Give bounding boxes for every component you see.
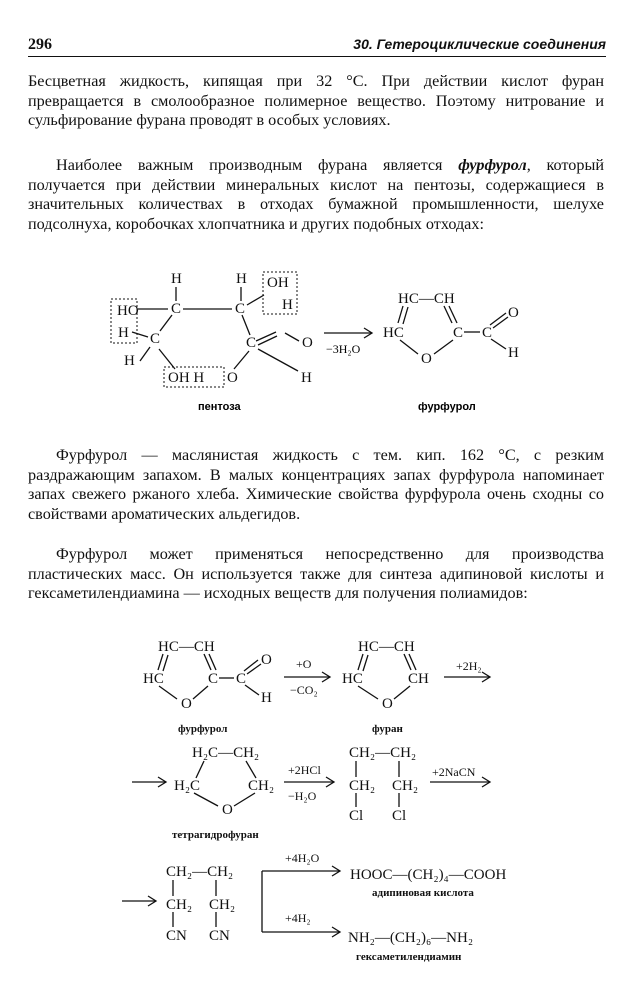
p2-before: Наиболее важным производным фурана является xyxy=(56,156,459,174)
s2-furfural-c-ring: C xyxy=(208,671,219,687)
s2-furfural-c-ald: C xyxy=(236,671,247,687)
reagent-2nacn: +2NaCN xyxy=(432,765,476,779)
scheme-furfural-to-polyamide-monomers xyxy=(0,628,634,998)
paragraph-furfural-use xyxy=(28,545,604,604)
running-title: 30. Гетероциклические соединения xyxy=(353,36,606,52)
furfural-hc: HC xyxy=(383,325,404,341)
s2-furfural-label: фурфурол xyxy=(178,723,228,735)
dehydration-reagent: −3H₂O xyxy=(326,342,361,356)
reagent-4h2: +4H₂ xyxy=(285,911,311,925)
s2-dcn-cn-right: CN xyxy=(209,928,230,944)
pentose-ho: HO xyxy=(117,303,139,319)
s2-thf-o: O xyxy=(222,802,233,818)
page-header xyxy=(28,36,606,57)
s2-furan-o: O xyxy=(382,696,393,712)
s2-dcn-ch2-left: CH₂ xyxy=(166,897,193,913)
pentose-o-aldehyde: O xyxy=(302,335,313,351)
s2-furfural-o-ring: O xyxy=(181,696,192,712)
s2-dicl-cl-right: Cl xyxy=(392,808,407,824)
s2-dicl-ch2-left: CH₂ xyxy=(349,778,376,794)
pentose-h-top-left: H xyxy=(171,271,182,287)
pentose-label: пентоза xyxy=(198,401,241,413)
reagent-o: +O xyxy=(296,657,312,671)
s2-furan-hc-ch: HC—CH xyxy=(358,639,415,655)
furfural-c-ald: C xyxy=(482,325,493,341)
pentose-bonds xyxy=(132,287,299,371)
furfural-o-ald: O xyxy=(508,305,519,321)
paragraph-1-text: Бесцветная жидкость, кипящая при 32 °С. При действии кислот фуран превращается в смолообразное полимерное вещество. Поэтому нитрование и сульфирование фурана проводят в особых условиях. xyxy=(28,72,604,130)
s2-thf-h2c-ch2: H₂C—CH₂ xyxy=(192,745,260,761)
adipic-acid-formula: HOOC—(CH₂)₄—COOH xyxy=(350,867,507,883)
page-number: 296 xyxy=(28,36,52,53)
reagent-co2: −CO₂ xyxy=(290,683,318,697)
pentose-oh-top: OH xyxy=(267,275,289,291)
adipic-acid-label: адипиновая кислота xyxy=(372,887,474,899)
s2-dcn-ch2-ch2: CH₂—CH₂ xyxy=(166,864,234,880)
s2-furfural-h-ald: H xyxy=(261,690,272,706)
s2-furfural-o-ald: O xyxy=(261,652,272,668)
pentose-oh-h: OH H xyxy=(168,370,205,386)
furfural-h-ald: H xyxy=(508,345,519,361)
s2-thf-h2c: H₂C xyxy=(174,778,201,794)
s2-furan-hc: HC xyxy=(342,671,363,687)
furfural-structure xyxy=(383,291,519,367)
reagent-minus-h2o: −H₂O xyxy=(288,789,317,803)
paragraph-4-text: Фурфурол может применяться непосредственно для производства пластических масс. Он используется также для синтеза адипиновой кислоты и гексаметилендиамина — исходных веществ для получения полиамидов: xyxy=(28,545,604,603)
hmda-label: гексаметилендиамин xyxy=(356,951,462,963)
dehydration-arrow xyxy=(324,328,372,356)
s2-thf-label: тетрагидрофуран xyxy=(172,829,259,841)
hmda-formula: NH₂—(CH₂)₆—NH₂ xyxy=(348,930,474,946)
reagent-4h2o: +4H₂O xyxy=(285,851,320,865)
pentose-h-top-right: H xyxy=(236,271,247,287)
s2-dicl-ch2-ch2: CH₂—CH₂ xyxy=(349,745,417,761)
s2-dcn-ch2-right: CH₂ xyxy=(209,897,236,913)
s2-furfural-hc: HC xyxy=(143,671,164,687)
scheme-pentose-to-furfural xyxy=(80,265,540,415)
s2-furfural-hc-ch: HC—CH xyxy=(158,639,215,655)
furfural-hc-ch: HC—CH xyxy=(398,291,455,307)
pentose-o-bottom: O xyxy=(227,370,238,386)
paragraph-furfural-intro xyxy=(28,156,604,234)
pentose-h-left: H xyxy=(118,325,129,341)
reagent-2h2: +2H₂ xyxy=(456,659,482,673)
pentose-c4: C xyxy=(246,335,257,351)
s2-thf-ch2: CH₂ xyxy=(248,778,275,794)
pentose-c3: C xyxy=(150,331,161,347)
s2-dicl-ch2-right: CH₂ xyxy=(392,778,419,794)
s2-furan-label: фуран xyxy=(372,723,403,735)
pentose-c1: C xyxy=(171,301,182,317)
paragraph-furfural-properties xyxy=(28,446,604,524)
paragraph-furan-properties xyxy=(28,72,604,131)
furfural-c-ring: C xyxy=(453,325,464,341)
term-furfural: фурфурол xyxy=(458,156,527,174)
s2-dcn-cn-left: CN xyxy=(166,928,187,944)
paragraph-3-text: Фурфурол — маслянистая жидкость с тем. кип. 162 °С, с резким раздражающим запахом. В малых концентрациях запах фурфурола напоминает запах свежего ржаного хлеба. Химические свойства фурфурола очень сходны со свойствами ароматических альдегидов. xyxy=(28,446,604,523)
furfural-label-1: фурфурол xyxy=(418,401,476,413)
p2-after: , который получается при действии минеральных кислот на пентозы, содержащиеся в значительных количествах в отходах бумажной промышленности, шелухе подсолнуха, коробочках хлопчатника и других подобных отходах: xyxy=(28,156,604,233)
pentose-c2: C xyxy=(235,301,246,317)
pentose-h-aldehyde: H xyxy=(301,370,312,386)
paragraph-2-text xyxy=(28,156,604,234)
pentose-h-right: H xyxy=(282,297,293,313)
s2-dicl-cl-left: Cl xyxy=(349,808,364,824)
furfural-o-ring: O xyxy=(421,351,432,367)
scheme2-atoms xyxy=(143,639,506,946)
reagent-2hcl: +2HCl xyxy=(288,763,321,777)
pentose-h-bottom-left: H xyxy=(124,353,135,369)
s2-furan-ch: CH xyxy=(408,671,429,687)
